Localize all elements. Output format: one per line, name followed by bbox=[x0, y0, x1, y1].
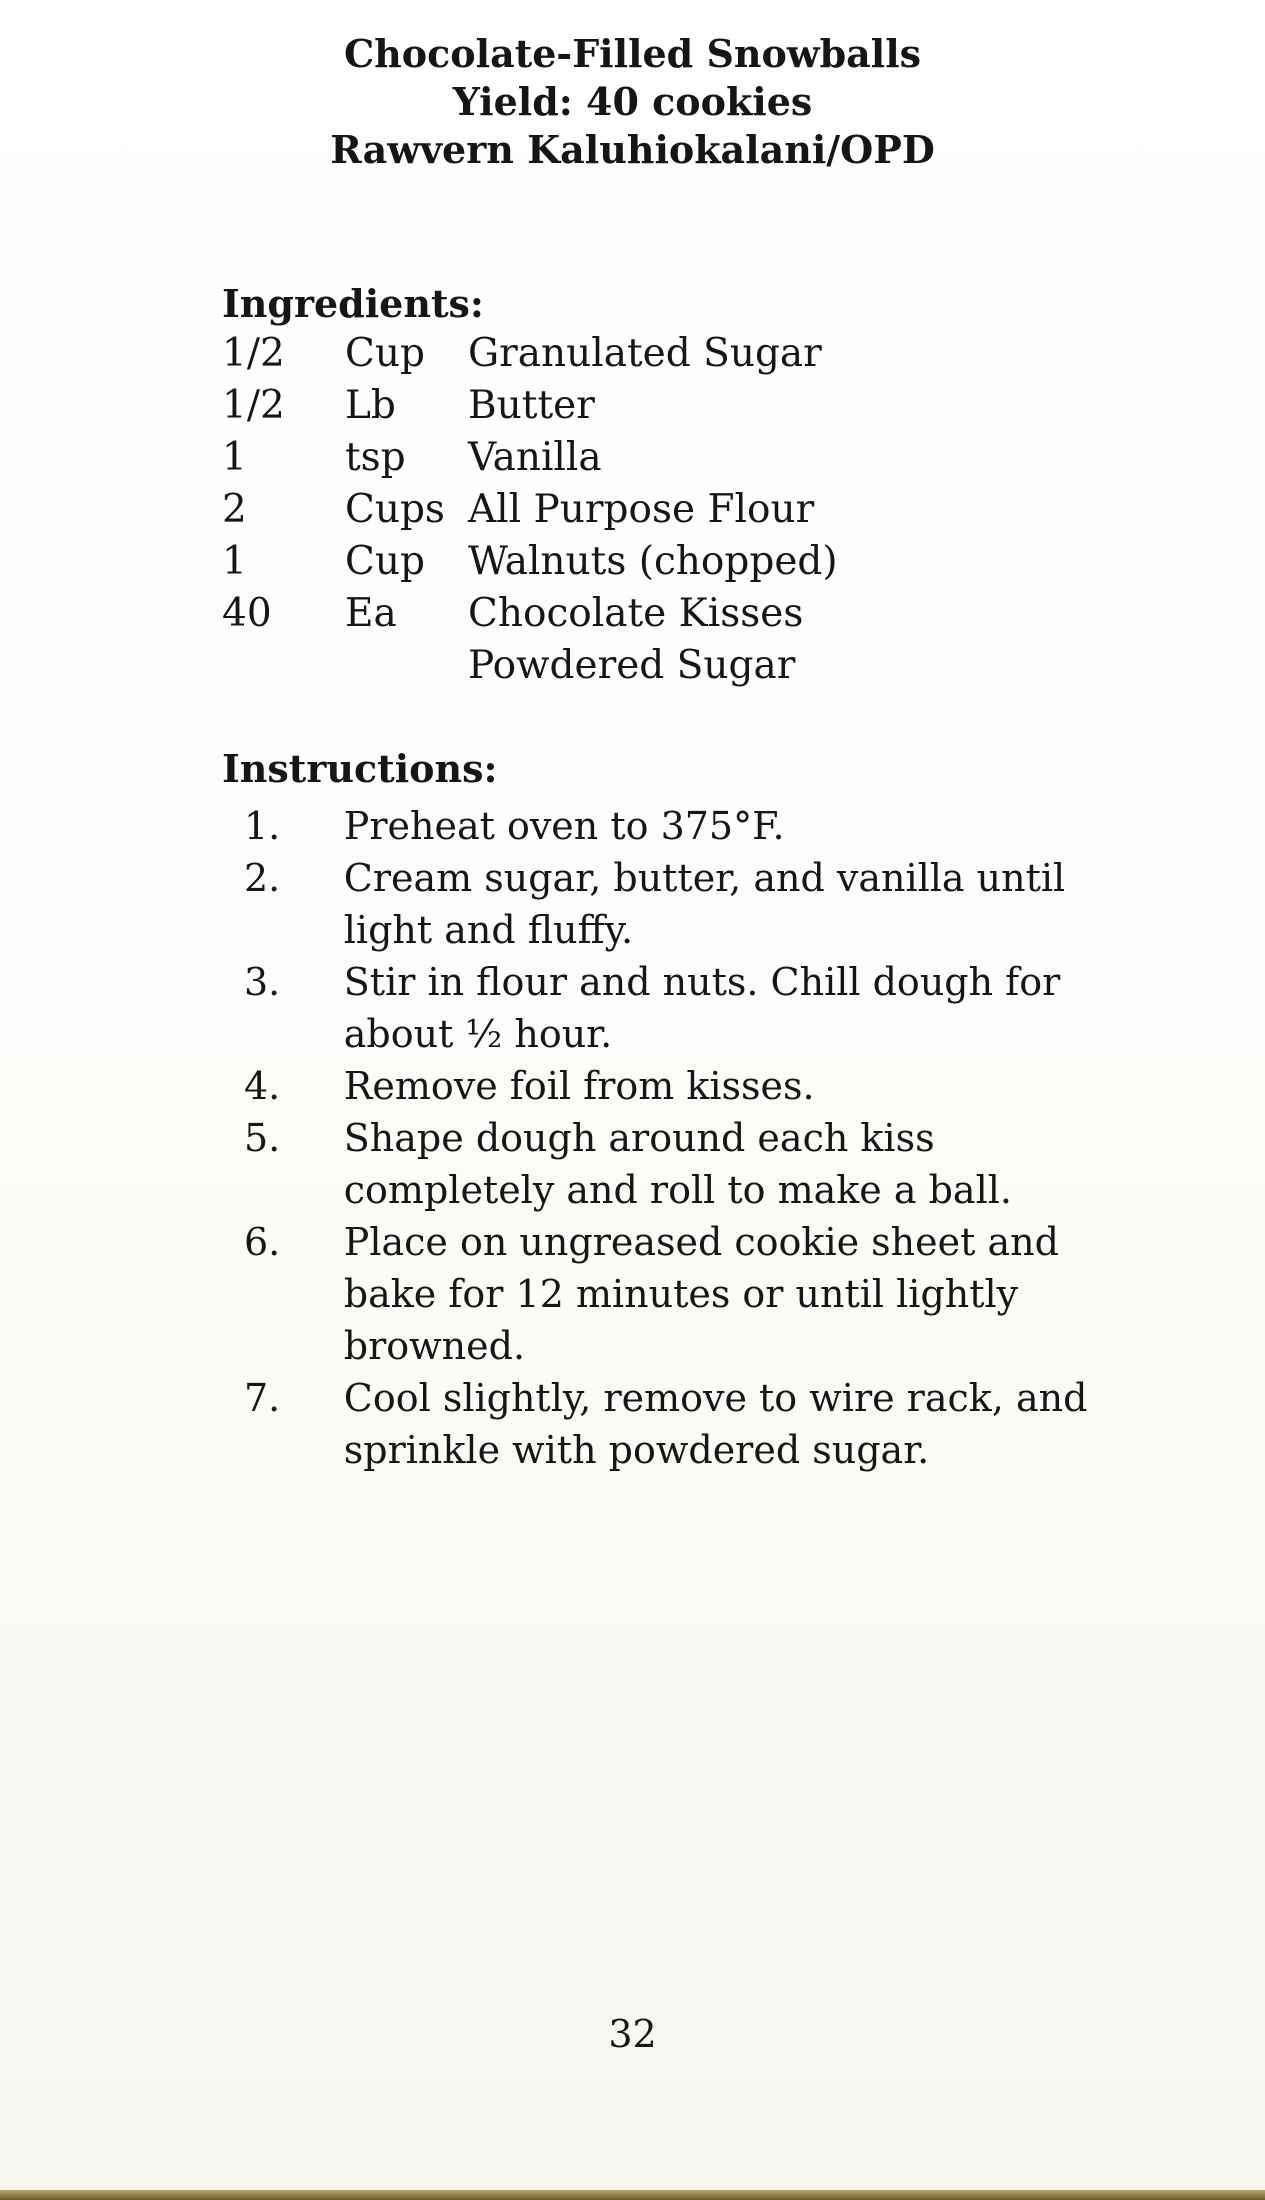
instruction-step bbox=[222, 1112, 1122, 1216]
ingredient-quantity: 1 bbox=[222, 539, 247, 584]
ingredient-quantity bbox=[222, 640, 345, 692]
ingredient-name: Butter bbox=[468, 383, 595, 428]
ingredient-quantity: 2 bbox=[222, 487, 247, 532]
ingredient-row bbox=[222, 328, 838, 380]
ingredient-name: Powdered Sugar bbox=[468, 643, 796, 688]
ingredient-unit: Cup bbox=[345, 331, 425, 376]
step-text: Cream sugar, butter, and vanilla until light and fluffy. bbox=[343, 856, 1066, 952]
instructions-heading: Instructions: bbox=[222, 746, 498, 791]
step-text: Stir in flour and nuts. Chill dough for about ½ hour. bbox=[343, 960, 1061, 1056]
step-number: 2. bbox=[244, 856, 281, 900]
instruction-step bbox=[222, 1060, 1122, 1112]
step-text: Cool slightly, remove to wire rack, and sprinkle with powdered sugar. bbox=[343, 1376, 1088, 1472]
instruction-step bbox=[222, 1216, 1122, 1372]
ingredient-row bbox=[222, 588, 838, 640]
step-text: Place on ungreased cookie sheet and bake for 12 minutes or until lightly browned. bbox=[343, 1220, 1059, 1368]
recipe-title: Chocolate-Filled Snowballs bbox=[343, 31, 922, 76]
recipe-yield: Yield: 40 cookies bbox=[452, 79, 813, 124]
instructions-list bbox=[222, 800, 1122, 1476]
ingredient-row bbox=[222, 484, 838, 536]
ingredient-unit: Ea bbox=[345, 591, 397, 636]
ingredient-unit: Cups bbox=[345, 487, 445, 532]
step-number: 5. bbox=[244, 1116, 281, 1160]
ingredient-row bbox=[222, 432, 838, 484]
ingredients-heading: Ingredients: bbox=[222, 281, 484, 326]
step-number: 4. bbox=[244, 1064, 281, 1108]
step-number: 3. bbox=[244, 960, 281, 1004]
ingredient-row bbox=[222, 536, 838, 588]
ingredient-name: All Purpose Flour bbox=[468, 487, 815, 532]
ingredient-unit: tsp bbox=[345, 435, 406, 480]
ingredient-row bbox=[222, 640, 838, 692]
step-number: 7. bbox=[244, 1376, 281, 1420]
step-text: Shape dough around each kiss completely and roll to make a ball. bbox=[343, 1116, 1012, 1212]
instruction-step bbox=[222, 1372, 1122, 1476]
ingredient-name: Walnuts (chopped) bbox=[468, 539, 838, 584]
step-text: Remove foil from kisses. bbox=[343, 1064, 815, 1108]
ingredient-quantity: 40 bbox=[222, 591, 272, 636]
page-bottom-edge bbox=[0, 2190, 1265, 2200]
instruction-step bbox=[222, 800, 1122, 852]
recipe-author: Rawvern Kaluhiokalani/OPD bbox=[330, 127, 935, 172]
ingredient-unit: Cup bbox=[345, 539, 425, 584]
step-text: Preheat oven to 375°F. bbox=[343, 804, 785, 848]
ingredient-row bbox=[222, 380, 838, 432]
ingredient-unit bbox=[345, 640, 468, 692]
step-number: 1. bbox=[244, 804, 281, 848]
instruction-step bbox=[222, 852, 1122, 956]
ingredient-name: Granulated Sugar bbox=[468, 331, 822, 376]
ingredient-quantity: 1 bbox=[222, 435, 247, 480]
ingredients-list bbox=[222, 328, 838, 692]
ingredient-quantity: 1/2 bbox=[222, 383, 285, 428]
step-number: 6. bbox=[244, 1220, 281, 1264]
ingredient-name: Chocolate Kisses bbox=[468, 591, 804, 636]
ingredient-quantity: 1/2 bbox=[222, 331, 285, 376]
page-number: 32 bbox=[608, 2012, 657, 2056]
ingredient-unit: Lb bbox=[345, 383, 396, 428]
instruction-step bbox=[222, 956, 1122, 1060]
recipe-header bbox=[0, 30, 1265, 174]
ingredient-name: Vanilla bbox=[468, 435, 602, 480]
